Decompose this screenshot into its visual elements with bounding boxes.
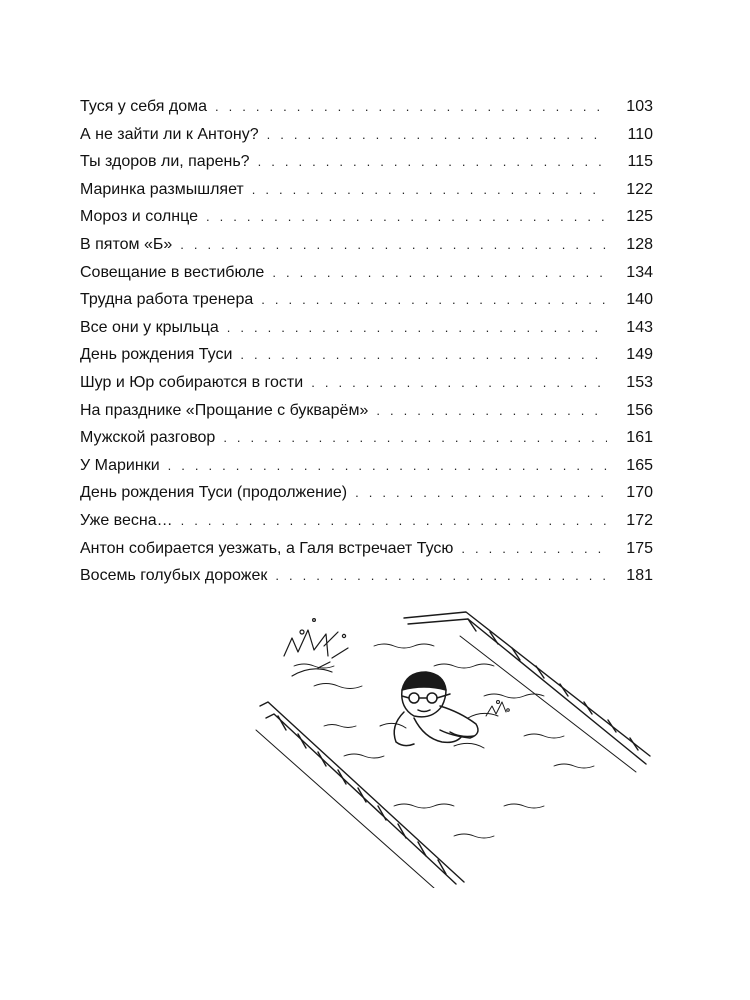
toc-title: На празднике «Прощание с букварём» — [80, 401, 369, 419]
water-splash — [284, 619, 348, 676]
toc-leader-dots — [311, 369, 607, 397]
water-ripples — [294, 644, 594, 838]
toc-title: А не зайти ли к Антону? — [80, 125, 259, 143]
toc-page-number: 115 — [627, 153, 653, 171]
toc-title: Восемь голубых дорожек — [80, 567, 268, 585]
toc-page-number: 149 — [626, 346, 653, 364]
toc-title: Трудна работа тренера — [80, 291, 254, 309]
toc-title: Туся у себя дома — [80, 98, 208, 115]
toc-page-number: 110 — [627, 125, 653, 143]
toc-entry[interactable] — [80, 231, 653, 259]
toc-title: Шур и Юр собираются в гости — [80, 373, 304, 391]
swimmer-in-pool-illustration — [254, 606, 654, 888]
swimmer-figure — [380, 672, 498, 748]
toc-title: День рождения Туси (продолжение) — [80, 484, 348, 502]
toc-title: Мужской разговор — [80, 429, 216, 447]
toc-page-number: 161 — [626, 429, 653, 447]
toc-page-number: 122 — [626, 180, 653, 198]
toc-entry[interactable] — [80, 562, 653, 590]
toc-entry[interactable] — [80, 314, 653, 342]
toc-page-number: 125 — [626, 208, 653, 226]
toc-title: Уже весна… — [80, 511, 173, 529]
toc-leader-dots — [181, 507, 607, 535]
toc-leader-dots — [240, 341, 607, 369]
toc-title: День рождения Туси — [80, 346, 233, 364]
toc-leader-dots — [355, 479, 607, 507]
toc-entry[interactable] — [80, 424, 653, 452]
toc-page-number: 128 — [626, 235, 653, 253]
toc-title: Совещание в вестибюле — [80, 263, 265, 281]
toc-page-number: 172 — [626, 511, 653, 529]
toc-entry[interactable] — [80, 369, 653, 397]
toc-leader-dots — [180, 231, 607, 259]
toc-page-number: 153 — [626, 373, 653, 391]
toc-title: Ты здоров ли, парень? — [80, 153, 250, 171]
toc-leader-dots — [168, 452, 607, 480]
toc-title: В пятом «Б» — [80, 235, 173, 253]
toc-leader-dots — [275, 562, 607, 590]
toc-page-number: 170 — [626, 484, 653, 502]
toc-entry[interactable] — [80, 286, 653, 314]
toc-page-number: 165 — [626, 456, 653, 474]
toc-leader-dots — [376, 397, 607, 425]
toc-title: Все они у крыльца — [80, 318, 219, 336]
toc-leader-dots — [206, 203, 607, 231]
lane-rope-upper — [404, 612, 650, 772]
toc-leader-dots — [461, 535, 607, 563]
lane-rope-lower — [256, 702, 464, 888]
toc-entry[interactable] — [80, 479, 653, 507]
toc-entry[interactable] — [80, 341, 653, 369]
toc-title: У Маринки — [80, 456, 160, 474]
toc-page-number: 175 — [626, 539, 653, 557]
toc-title: Антон собирается уезжать, а Галя встречает Тусю — [80, 539, 454, 557]
toc-leader-dots — [272, 259, 607, 287]
toc-leader-dots — [258, 148, 607, 176]
toc-page-number: 134 — [626, 263, 653, 281]
toc-page-number: 156 — [626, 401, 653, 419]
toc-entry[interactable] — [80, 148, 653, 176]
toc-leader-dots — [223, 424, 607, 452]
table-of-contents — [80, 93, 653, 590]
toc-title: Мороз и солнце — [80, 208, 198, 226]
toc-page-number: 103 — [626, 98, 653, 115]
toc-leader-dots — [252, 176, 607, 204]
toc-entry[interactable] — [80, 259, 653, 287]
toc-entry[interactable] — [80, 93, 653, 121]
toc-leader-dots — [215, 93, 607, 121]
toc-entry[interactable] — [80, 507, 653, 535]
toc-title: Маринка размышляет — [80, 180, 244, 198]
toc-entry[interactable] — [80, 397, 653, 425]
toc-leader-dots — [261, 286, 607, 314]
toc-entry[interactable] — [80, 176, 653, 204]
toc-leader-dots — [267, 121, 607, 149]
toc-entry[interactable] — [80, 203, 653, 231]
toc-entry[interactable] — [80, 535, 653, 563]
toc-page-number: 140 — [626, 291, 653, 309]
toc-leader-dots — [227, 314, 607, 342]
toc-entry[interactable] — [80, 121, 653, 149]
toc-page-number: 143 — [626, 318, 653, 336]
toc-page-number: 181 — [626, 567, 653, 585]
toc-entry[interactable] — [80, 452, 653, 480]
